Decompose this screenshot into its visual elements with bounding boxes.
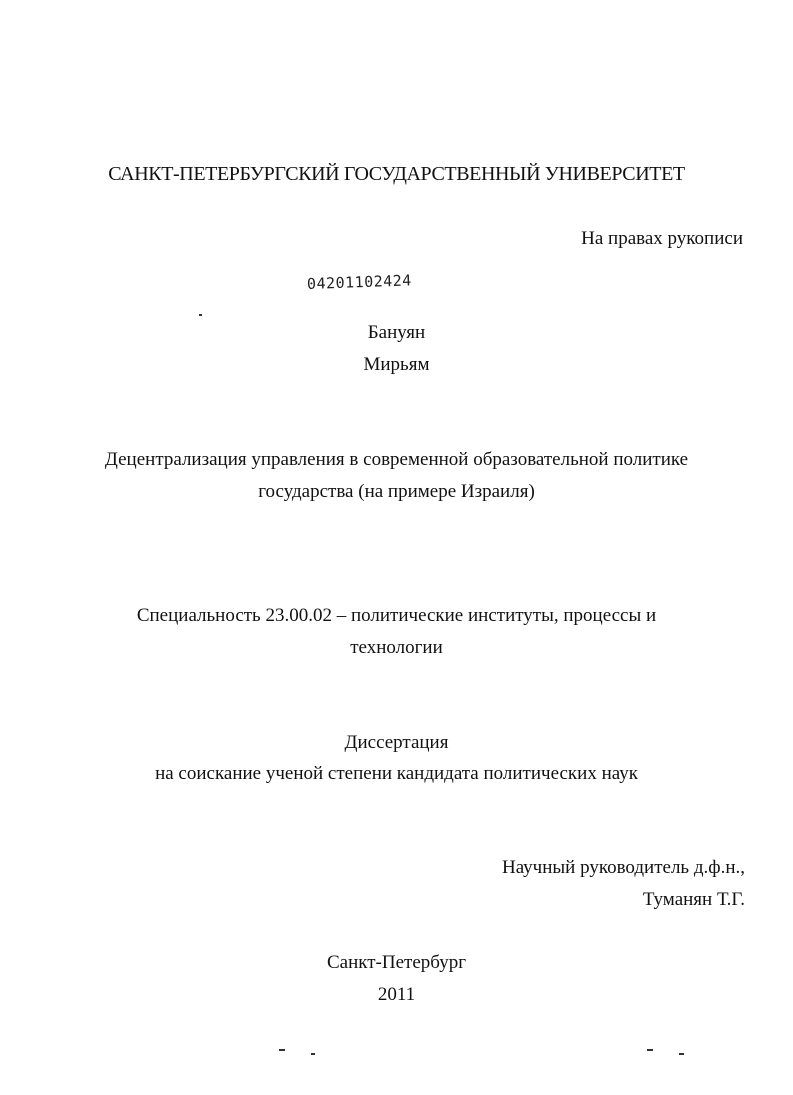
supervisor-name: Туманян Т.Г. [642, 889, 745, 910]
scan-speck [279, 1049, 285, 1051]
scan-speck [647, 1049, 653, 1051]
university-name: САНКТ-ПЕТЕРБУРГСКИЙ ГОСУДАРСТВЕННЫЙ УНИВЕРСИТЕТ [108, 163, 685, 185]
year: 2011 [377, 984, 416, 1005]
manuscript-rights-note: На правах рукописи [581, 228, 743, 249]
degree-type: Диссертация [344, 732, 449, 753]
author-given-name: Мирьям [363, 354, 430, 375]
degree-purpose: на соискание ученой степени кандидата политических наук [155, 763, 638, 784]
scan-speck [199, 314, 202, 316]
dissertation-title-line-1: Децентрализация управления в современной образовательной политике [104, 449, 689, 470]
specialty-line-1: Специальность 23.00.02 – политические институты, процессы и [136, 605, 657, 626]
dissertation-title-line-2: государства (на примере Израиля) [258, 481, 535, 502]
scan-speck [679, 1053, 684, 1055]
author-surname: Бануян [367, 322, 426, 343]
scan-speck [311, 1053, 315, 1055]
registration-number-stamp: 04201102424 [306, 271, 413, 293]
supervisor-label: Научный руководитель д.ф.н., [501, 857, 745, 878]
city: Санкт-Петербург [326, 952, 466, 973]
specialty-line-2: технологии [350, 637, 443, 658]
